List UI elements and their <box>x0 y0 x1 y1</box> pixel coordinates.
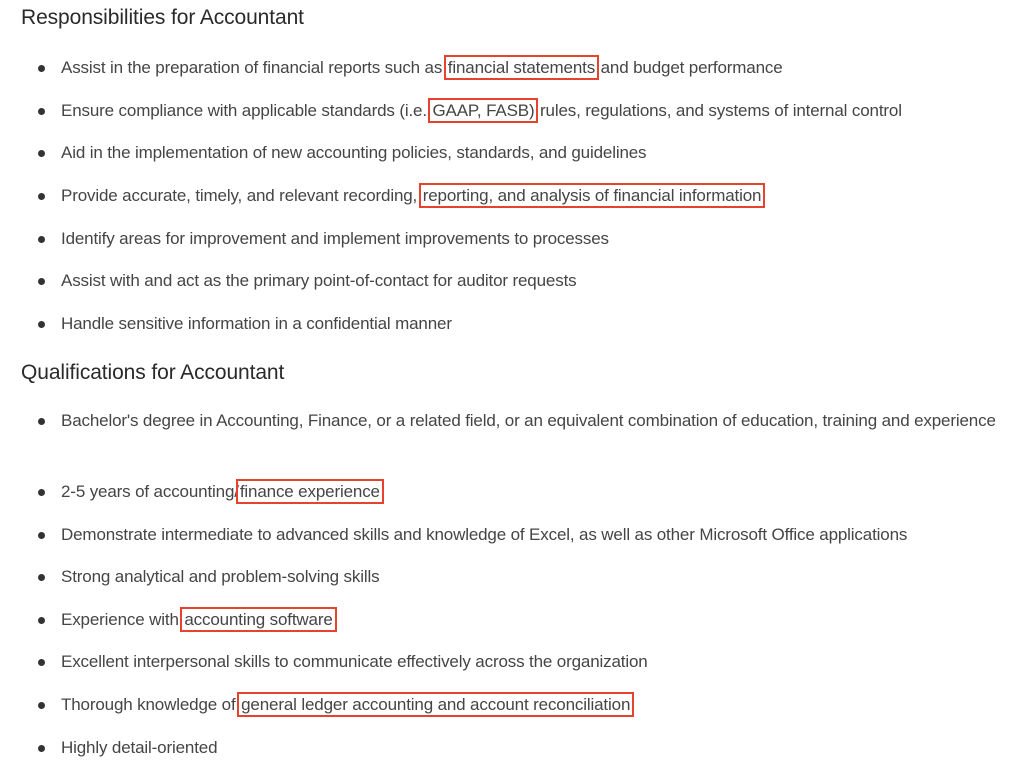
item-text: Aid in the implementation of new accounting policies, standards, and guidelines <box>61 143 647 162</box>
list-item <box>61 734 1006 762</box>
highlighted-keyword: finance experience <box>239 482 380 501</box>
bullet-icon <box>38 532 45 539</box>
item-text: Excellent interpersonal skills to communicate effectively across the organization <box>61 652 648 671</box>
item-text: Highly detail-oriented <box>61 738 218 757</box>
bullet-icon <box>38 418 45 425</box>
item-text: Strong analytical and problem-solving skills <box>61 567 380 586</box>
list-item <box>61 648 1006 676</box>
item-text: Assist with and act as the primary point-of-contact for auditor requests <box>61 271 577 290</box>
item-text: 2-5 years of accounting/ <box>61 482 239 501</box>
highlighted-keyword: reporting, and analysis of financial information <box>422 186 762 205</box>
list-item <box>61 54 1006 82</box>
list-item <box>61 310 1006 338</box>
list-item <box>61 182 1006 210</box>
bullet-icon <box>38 702 45 709</box>
list-item <box>61 563 1006 591</box>
highlighted-keyword: accounting software <box>184 610 333 629</box>
bullet-icon <box>38 617 45 624</box>
bullet-icon <box>38 150 45 157</box>
highlighted-keyword: general ledger accounting and account reconciliation <box>241 695 631 714</box>
list-item <box>61 407 1006 435</box>
qualifications-heading: Qualifications for Accountant <box>21 361 285 384</box>
list-item <box>61 606 1006 634</box>
bullet-icon <box>38 321 45 328</box>
bullet-icon <box>38 489 45 496</box>
item-text: Assist in the preparation of financial reports such as <box>61 58 447 77</box>
highlighted-keyword: financial statements <box>447 58 596 77</box>
list-item <box>61 267 1006 295</box>
item-text: Experience with <box>61 610 184 629</box>
bullet-icon <box>38 193 45 200</box>
bullet-icon <box>38 745 45 752</box>
bullet-icon <box>38 574 45 581</box>
bullet-icon <box>38 659 45 666</box>
list-item <box>61 691 1006 719</box>
item-text: Bachelor's degree in Accounting, Finance, or a related field, or an equivalent combination of education, training and experience <box>61 411 996 430</box>
responsibilities-heading: Responsibilities for Accountant <box>21 6 304 29</box>
bullet-icon <box>38 236 45 243</box>
item-text: Demonstrate intermediate to advanced skills and knowledge of Excel, as well as other Microsoft Office applications <box>61 525 908 544</box>
item-text: Handle sensitive information in a confidential manner <box>61 314 452 333</box>
bullet-icon <box>38 108 45 115</box>
item-text: rules, regulations, and systems of internal control <box>535 101 902 120</box>
item-text: Identify areas for improvement and implement improvements to processes <box>61 229 609 248</box>
bullet-icon <box>38 65 45 72</box>
list-item <box>61 139 1006 167</box>
item-text: Thorough knowledge of <box>61 695 241 714</box>
list-item <box>61 521 1006 549</box>
highlighted-keyword: GAAP, FASB) <box>432 101 535 120</box>
list-item <box>61 478 1006 506</box>
item-text: Provide accurate, timely, and relevant recording, <box>61 186 422 205</box>
bullet-icon <box>38 278 45 285</box>
item-text: Ensure compliance with applicable standards (i.e. <box>61 101 432 120</box>
item-text: and budget performance <box>596 58 783 77</box>
list-item <box>61 225 1006 253</box>
list-item <box>61 97 1006 125</box>
